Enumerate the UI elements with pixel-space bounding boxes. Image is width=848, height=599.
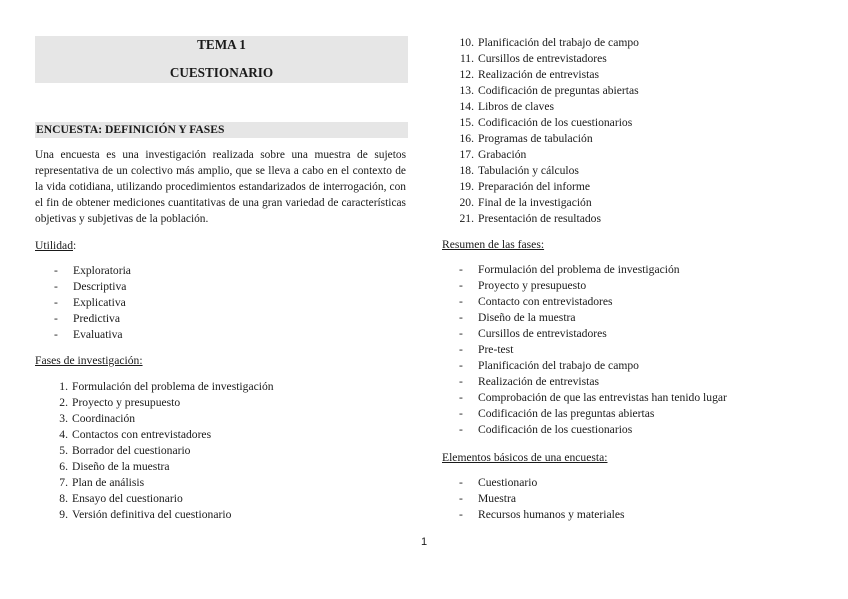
fase-text: Versión definitiva del cuestionario (72, 508, 232, 521)
fase-number: 7. (59, 476, 68, 489)
fase-text: Borrador del cuestionario (72, 444, 191, 457)
elemento-item-text: Muestra (478, 492, 516, 505)
fase-item (459, 51, 808, 67)
fase-item (459, 147, 808, 163)
resumen-item-text: Contacto con entrevistadores (478, 295, 613, 308)
utilidad-item (54, 327, 394, 343)
utilidad-item-text: Explicativa (73, 296, 126, 309)
resumen-item (459, 406, 819, 422)
utilidad-heading-text: Utilidad (35, 239, 73, 252)
fase-number: 8. (59, 492, 68, 505)
fase-text: Plan de análisis (72, 476, 145, 489)
section-heading-text: ENCUESTA: DEFINICIÓN Y FASES (36, 123, 225, 136)
fase-item (459, 115, 808, 131)
fase-item (59, 443, 402, 459)
utilidad-item (54, 311, 394, 327)
fase-item (459, 211, 808, 227)
fase-number: 12. (459, 68, 474, 81)
resumen-item-text: Pre-test (478, 343, 514, 356)
fases-heading: Fases de investigación: (35, 354, 143, 367)
fase-item (459, 83, 808, 99)
resumen-item-text: Codificación de los cuestionarios (478, 423, 633, 436)
fase-text: Formulación del problema de investigación (72, 380, 274, 393)
fase-item (59, 459, 402, 475)
fase-item (459, 35, 808, 51)
fases-list-left (59, 379, 402, 523)
resumen-item-text: Planificación del trabajo de campo (478, 359, 639, 372)
fase-text: Codificación de preguntas abiertas (478, 84, 639, 97)
resumen-item-text: Cursillos de entrevistadores (478, 327, 607, 340)
fase-text: Contactos con entrevistadores (72, 428, 212, 441)
fase-number: 14. (459, 100, 474, 113)
utilidad-item-text: Descriptiva (73, 280, 127, 293)
fase-number: 17. (459, 148, 474, 161)
fase-number: 20. (459, 196, 474, 209)
bullet-dash: - (459, 327, 463, 340)
resumen-item-text: Comprobación de que las entrevistas han tenido lugar (478, 391, 727, 404)
fase-number: 4. (59, 428, 68, 441)
resumen-item (459, 278, 819, 294)
bullet-dash: - (459, 476, 463, 489)
elemento-item (459, 475, 819, 491)
section-heading (35, 122, 408, 138)
fase-text: Tabulación y cálculos (478, 164, 579, 177)
utilidad-heading (35, 238, 76, 254)
resumen-item (459, 358, 819, 374)
fase-number: 19. (459, 180, 474, 193)
fase-text: Codificación de los cuestionarios (478, 116, 633, 129)
bullet-dash: - (459, 359, 463, 372)
resumen-item-text: Proyecto y presupuesto (478, 279, 587, 292)
bullet-dash: - (459, 423, 463, 436)
utilidad-item (54, 295, 394, 311)
resumen-item (459, 326, 819, 342)
utilidad-list (54, 263, 394, 343)
resumen-item (459, 310, 819, 326)
fase-item (59, 491, 402, 507)
bullet-dash: - (459, 343, 463, 356)
bullet-dash: - (54, 280, 58, 293)
resumen-heading: Resumen de las fases: (442, 238, 545, 251)
fase-item (459, 179, 808, 195)
fase-number: 5. (59, 444, 68, 457)
fase-text: Programas de tabulación (478, 132, 593, 145)
bullet-dash: - (459, 375, 463, 388)
fase-number: 18. (459, 164, 474, 177)
utilidad-item-text: Predictiva (73, 312, 121, 325)
fase-number: 1. (59, 380, 68, 393)
bullet-dash: - (54, 264, 58, 277)
fase-number: 2. (59, 396, 68, 409)
fase-text: Planificación del trabajo de campo (478, 36, 639, 49)
resumen-item-text: Codificación de las preguntas abiertas (478, 407, 655, 420)
bullet-dash: - (459, 492, 463, 505)
fase-text: Presentación de resultados (478, 212, 601, 225)
resumen-item-text: Realización de entrevistas (478, 375, 600, 388)
utilidad-item-text: Exploratoria (73, 264, 131, 277)
elemento-item (459, 491, 819, 507)
title-box (35, 36, 408, 83)
title-line-2: CUESTIONARIO (169, 65, 274, 80)
fase-text: Ensayo del cuestionario (72, 492, 183, 505)
fase-item (59, 395, 402, 411)
fase-item (459, 99, 808, 115)
fase-number: 11. (459, 52, 474, 65)
definition-paragraph: Una encuesta es una investigación realizada sobre una muestra de sujetos representativa de un colectivo más amplio, que se lleva a cabo en el contexto de la vida cotidiana, utilizando procedimientos estandarizados de interrogación, con el fin de obtener mediciones cuantitativas de una gran variedad de características objetivas y subjetivas de la población. (35, 149, 406, 225)
fase-text: Proyecto y presupuesto (72, 396, 181, 409)
fase-number: 3. (59, 412, 68, 425)
bullet-dash: - (54, 328, 58, 341)
resumen-item (459, 342, 819, 358)
title-line-1: TEMA 1 (197, 37, 246, 52)
resumen-item-text: Formulación del problema de investigación (478, 263, 680, 276)
fase-item (459, 131, 808, 147)
resumen-list (459, 262, 819, 438)
bullet-dash: - (54, 312, 58, 325)
fase-text: Coordinación (72, 412, 136, 425)
fase-number: 9. (59, 508, 68, 521)
bullet-dash: - (459, 407, 463, 420)
fase-item (459, 163, 808, 179)
fase-number: 10. (459, 36, 474, 49)
utilidad-item (54, 279, 394, 295)
resumen-item (459, 390, 819, 406)
fase-number: 6. (59, 460, 68, 473)
bullet-dash: - (459, 295, 463, 308)
elemento-item (459, 507, 819, 523)
fase-item (59, 411, 402, 427)
bullet-dash: - (459, 391, 463, 404)
resumen-item (459, 294, 819, 310)
utilidad-heading-suffix: : (73, 239, 77, 252)
fase-text: Preparación del informe (478, 180, 591, 193)
fase-item (59, 379, 402, 395)
elementos-list (459, 475, 819, 523)
fase-item (59, 475, 402, 491)
fase-number: 16. (459, 132, 474, 145)
bullet-dash: - (54, 296, 58, 309)
elementos-heading: Elementos básicos de una encuesta: (442, 451, 608, 464)
resumen-item (459, 422, 819, 438)
fase-item (459, 67, 808, 83)
resumen-item (459, 262, 819, 278)
bullet-dash: - (459, 311, 463, 324)
elemento-item-text: Recursos humanos y materiales (478, 508, 625, 521)
fases-list-right (459, 35, 808, 227)
fase-item (459, 195, 808, 211)
resumen-item-text: Diseño de la muestra (478, 311, 576, 324)
fase-text: Cursillos de entrevistadores (478, 52, 607, 65)
fase-text: Final de la investigación (478, 196, 592, 209)
utilidad-item-text: Evaluativa (73, 328, 123, 341)
fase-number: 13. (459, 84, 474, 97)
fase-text: Diseño de la muestra (72, 460, 170, 473)
bullet-dash: - (459, 263, 463, 276)
page-number: 1 (420, 536, 428, 548)
fase-text: Libros de claves (478, 100, 554, 113)
fase-number: 15. (459, 116, 474, 129)
fase-text: Grabación (478, 148, 527, 161)
bullet-dash: - (459, 508, 463, 521)
bullet-dash: - (459, 279, 463, 292)
fase-item (59, 507, 402, 523)
fase-text: Realización de entrevistas (478, 68, 600, 81)
utilidad-item (54, 263, 394, 279)
resumen-item (459, 374, 819, 390)
fase-number: 21. (459, 212, 474, 225)
elemento-item-text: Cuestionario (478, 476, 538, 489)
fase-item (59, 427, 402, 443)
